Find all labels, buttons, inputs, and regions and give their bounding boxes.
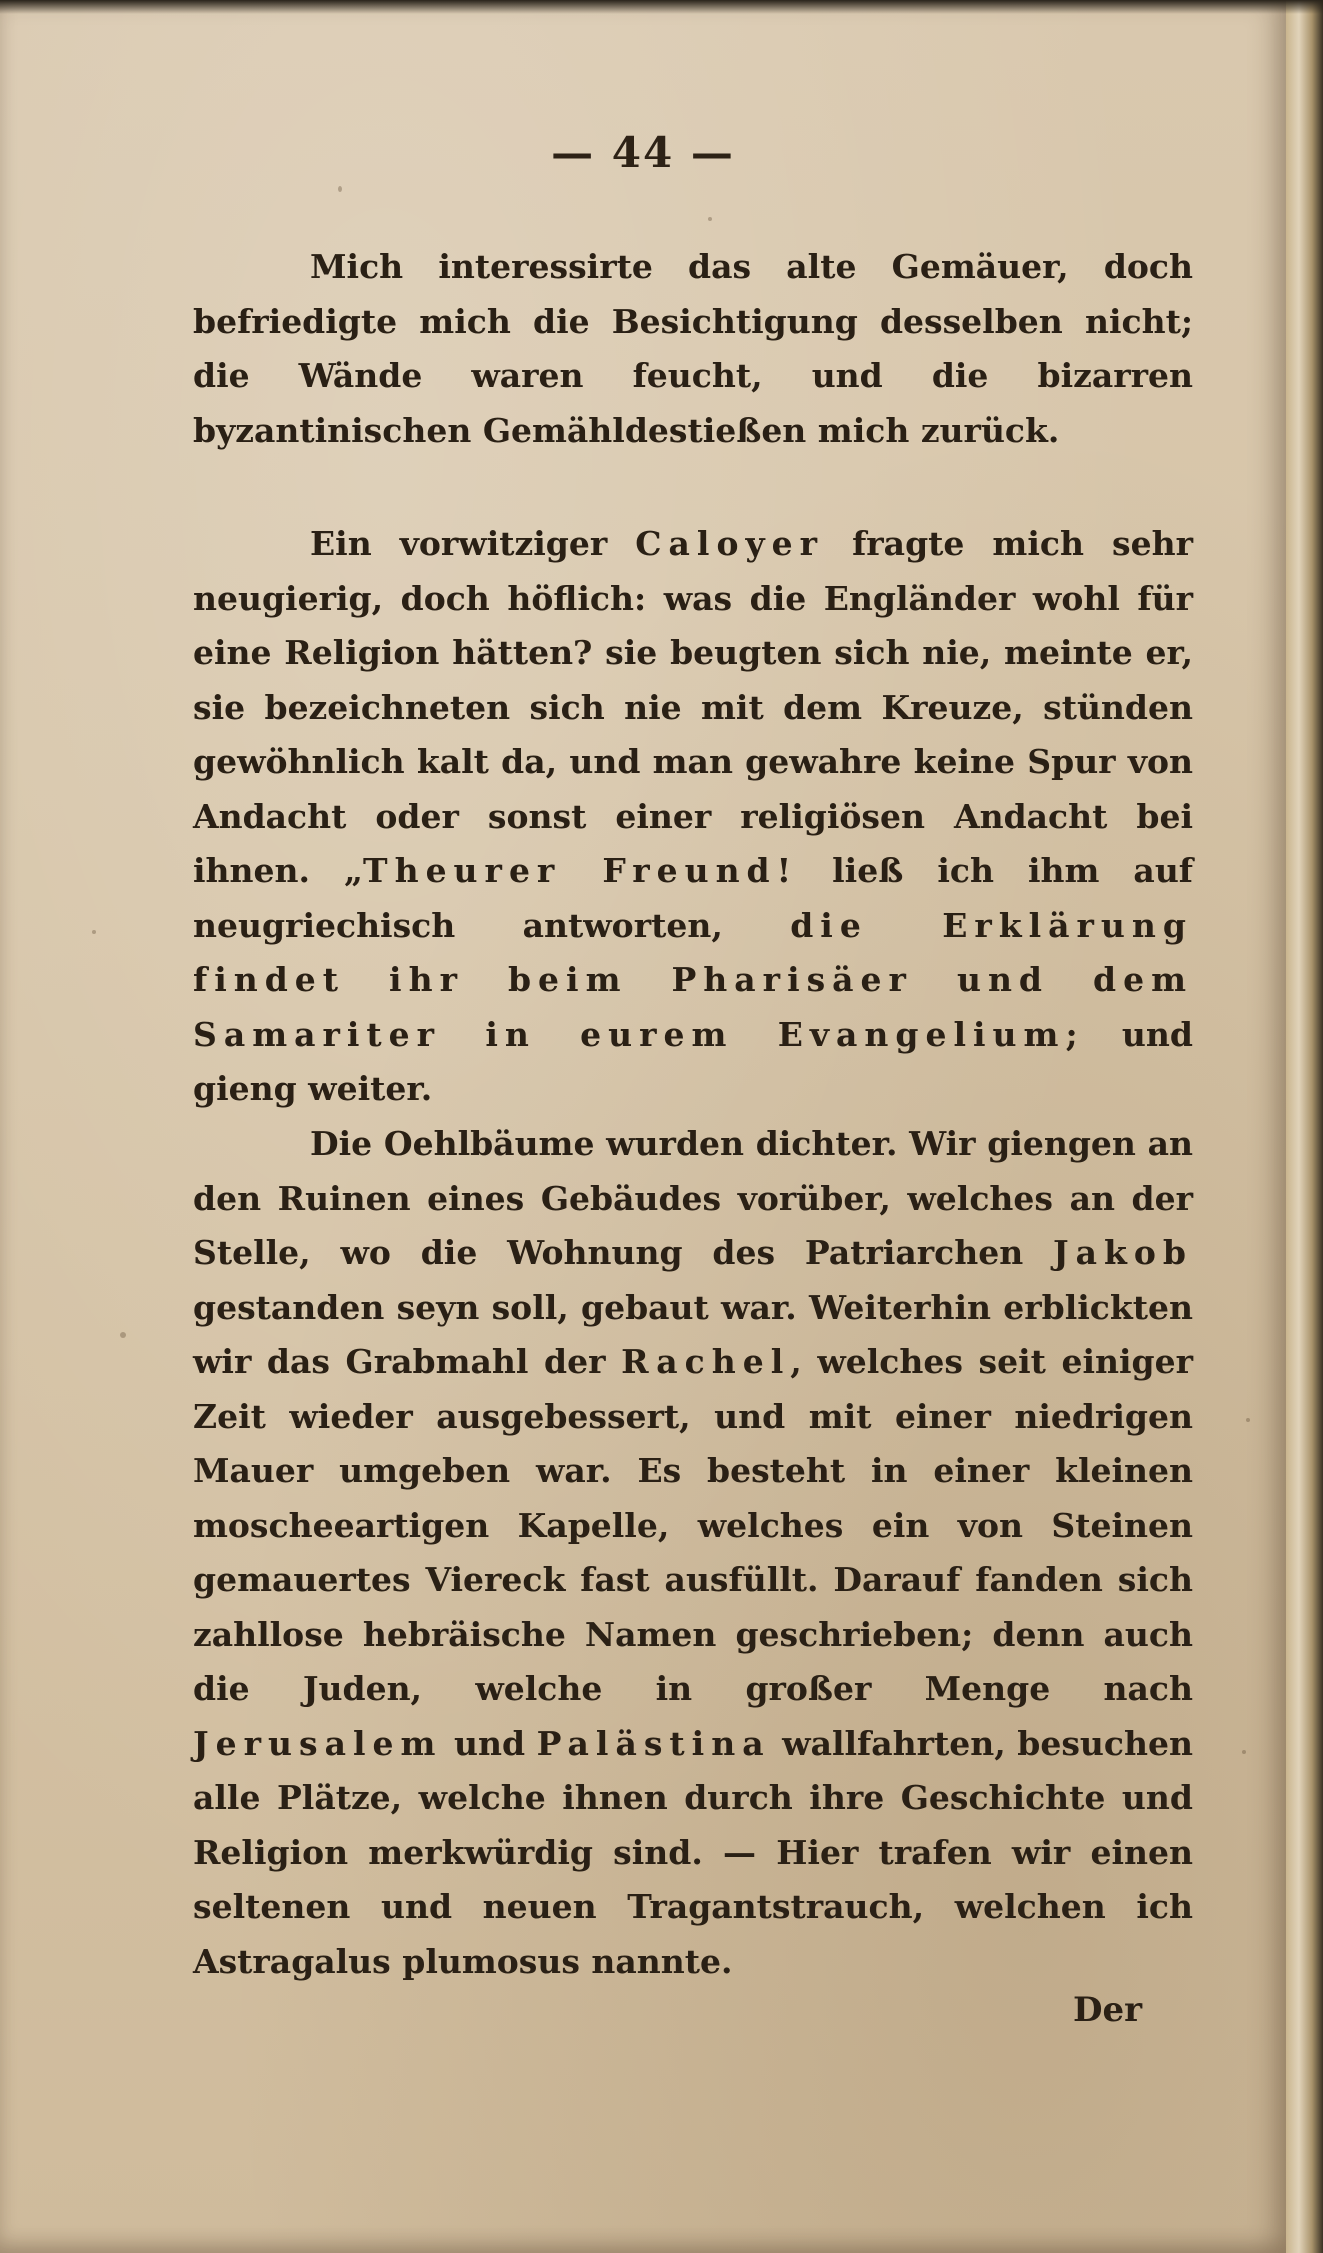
emphasis-caloyer: Caloyer [635,524,825,563]
paper-speck [338,186,342,192]
paper-speck [120,1332,126,1338]
paragraph-2-text: und gieng weiter. [193,1014,1193,1108]
paragraph-1 [193,240,1193,458]
scan-top-shadow [0,0,1323,14]
paragraph-2-text: ließ ich ihm auf neugriechisch antworten, [193,851,1194,945]
paper-speck [1246,1418,1250,1422]
catchword: Der [1073,1990,1143,2030]
paragraph-3-text: Die Oehlbäume wurden dichter. Wir giengen an den Ruinen eines Gebäudes vorüber, welches an der Stelle, wo die Wohnung des Patriarchen [193,1124,1193,1272]
paper-speck [708,217,712,221]
paragraph-3-text: , welches seit einiger Zeit wieder ausgebessert, und mit einer niedrigen Mauer umgeben war. Es besteht in einer kleinen moscheeartigen Kapelle, welches ein von Steinen gemauertes Viereck fast ausfüllt. Darauf fanden sich zahllose hebräische Namen geschrieben; denn auch die Juden, welche in großer Menge nach [193,1342,1193,1708]
paragraph-3-text: wallfahrten, besuchen alle Plätze, welche ihnen durch ihre Geschichte und Religion merkwürdig sind. — Hier trafen wir einen seltenen und neuen Tragantstrauch, welchen ich [193,1723,1193,1926]
paragraph-2-text: fragte mich sehr neugierig, doch höflich: was die Engländer wohl für eine Religion hätten? sie beugten sich nie, meinte er, sie bezeichneten sich nie mit dem Kreuze, stünden gewöhnlich kalt da, und man gewahre keine Spur von Andacht oder sonst einer religiösen Andacht bei ihnen. „ [193,524,1193,890]
paragraph-1-text: Mich interessirte das alte Gemäuer, doch befriedigte mich die Besichtigung desselben nicht; die Wände waren feucht, und die bizarren byzantinischen Gemähldestießen mich zurück. [193,247,1193,450]
emphasis-jakob: Jakob [1053,1233,1193,1272]
emphasis-rachel: Rachel [621,1342,791,1381]
emphasis-theurer-freund: Theurer Freund! [363,851,799,890]
paragraph-3 [193,1117,1193,1989]
page-edge [1286,0,1323,2253]
emphasis-palaestina: Palästina [536,1723,771,1763]
paper-speck [92,930,96,934]
latin-plant-name: Astragalus plumosus [193,1941,580,1981]
page-number: — 44 — [551,128,735,177]
paragraph-3-text: gestanden seyn soll, gebaut war. Weiterhin erblickten wir das Grabmahl der [193,1287,1193,1381]
paragraph-3-text: nannte. [579,1941,733,1981]
paragraph-2 [193,517,1193,1117]
paragraph-3-text: und [442,1723,537,1763]
emphasis-jerusalem: Jerusalem [193,1723,443,1763]
paper-speck [1242,1750,1246,1754]
emphasis-die-erklaerung: die Erklärung findet ihr beim Pharisäer und dem Samariter in eurem Evangelium; [193,905,1193,1054]
paragraph-2-text: Ein vorwitziger [310,524,636,563]
